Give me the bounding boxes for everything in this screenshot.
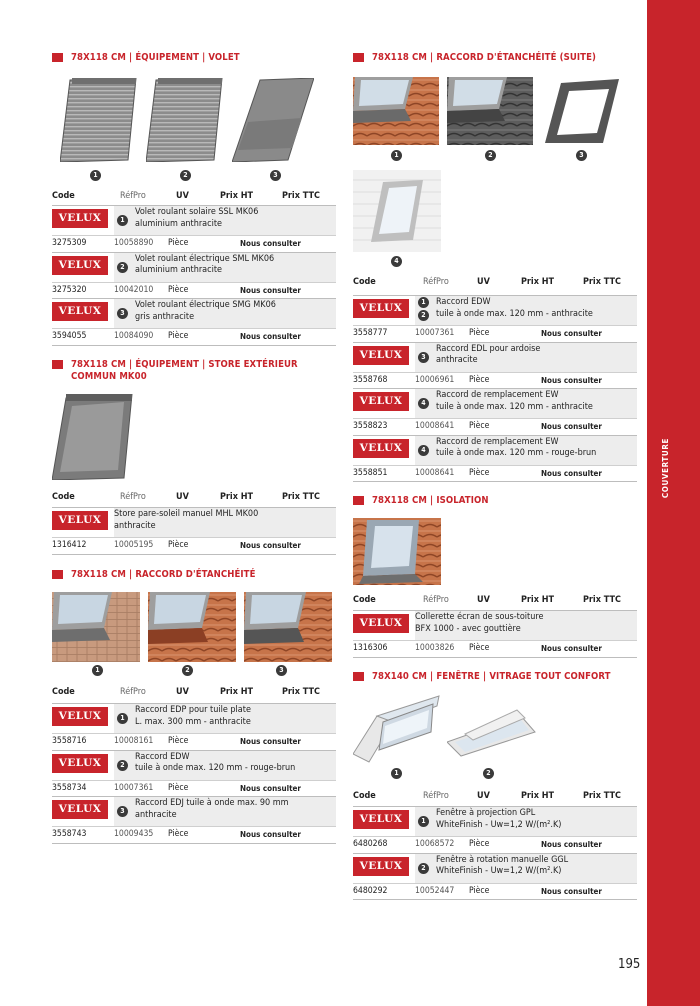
table-row — [52, 252, 336, 299]
product-refpro: 10052447 — [415, 885, 455, 896]
table-row — [52, 298, 336, 345]
image-number-1: 1 — [92, 665, 103, 676]
product-code: 3558734 — [52, 782, 87, 793]
fenetre-images — [353, 692, 537, 764]
velux-logo: VELUX — [353, 346, 409, 365]
raccord-image-1 — [52, 592, 140, 662]
product-refpro: 10009435 — [114, 829, 154, 839]
page-number: 195 — [618, 957, 641, 972]
velux-logo: VELUX — [52, 754, 108, 773]
product-description: Collerette écran de sous-toiture BFX 1000 - avec gouttière — [415, 612, 544, 634]
product-number: 1 — [418, 816, 429, 827]
table-row — [353, 388, 637, 435]
product-uv: Pièce — [469, 328, 490, 338]
volet-image-3 — [232, 78, 314, 162]
product-code: 3594055 — [52, 331, 87, 341]
product-uv: Pièce — [469, 467, 490, 478]
section-title-raccord: 78X118 CM | RACCORD D'ÉTANCHÉITÉ — [52, 569, 336, 581]
product-number: 2 — [117, 760, 128, 771]
table-row — [353, 610, 637, 657]
product-description: Raccord EDP pour tuile plate L. max. 300 mm - anthracite — [135, 705, 251, 727]
velux-logo: VELUX — [353, 299, 409, 318]
table-row — [52, 703, 336, 750]
product-number: 3 — [117, 806, 128, 817]
product-description: Raccord de remplacement EW tuile à onde max. 120 mm - anthracite — [436, 390, 593, 412]
raccord-suite-images — [353, 77, 627, 145]
product-code: 3558823 — [353, 421, 388, 431]
table-row — [353, 435, 637, 482]
product-code: 3558768 — [353, 374, 388, 385]
product-uv: Pièce — [168, 284, 189, 295]
table-row — [52, 796, 336, 843]
image-number-3: 3 — [576, 150, 587, 161]
velux-logo: VELUX — [52, 209, 108, 228]
velux-logo: VELUX — [353, 810, 409, 829]
table-header: Code RéfPro UV Prix HT Prix TTC — [353, 791, 621, 801]
isolation-table — [353, 610, 637, 658]
product-number: 4 — [418, 445, 429, 456]
section-title-volet: 78X118 CM | ÉQUIPEMENT | VOLET — [52, 52, 336, 64]
section-title-fenetre: 78X140 CM | FENÊTRE | VITRAGE TOUT CONFORT — [353, 671, 637, 683]
volet-image-1 — [60, 78, 138, 162]
product-refpro: 10007361 — [415, 328, 455, 338]
velux-logo: VELUX — [353, 392, 409, 411]
product-refpro: 10084090 — [114, 331, 154, 341]
velux-logo: VELUX — [52, 256, 108, 275]
raccord-suite-image-2 — [447, 77, 533, 145]
raccord-suite-table — [353, 295, 637, 482]
side-tab — [647, 0, 700, 1006]
product-refpro: 10008641 — [415, 467, 455, 478]
product-description: Volet roulant solaire SSL MK06 aluminium anthracite — [135, 207, 259, 229]
isolation-image — [353, 518, 441, 585]
table-row — [353, 853, 637, 900]
product-price: Nous consulter — [541, 375, 602, 385]
product-refpro: 10003826 — [415, 643, 455, 653]
table-header: Code RéfPro UV Prix HT Prix TTC — [353, 277, 621, 287]
product-description: Raccord de remplacement EW tuile à onde max. 120 mm - rouge-brun — [436, 436, 597, 458]
velux-logo: VELUX — [52, 800, 108, 819]
raccord-table — [52, 703, 336, 844]
image-number-1: 1 — [391, 150, 402, 161]
product-code: 3558777 — [353, 328, 388, 338]
product-price: Nous consulter — [240, 541, 301, 550]
raccord-suite-image-4 — [353, 170, 441, 252]
product-number: 3 — [117, 308, 128, 319]
product-uv: Pièce — [168, 782, 189, 793]
product-description: Raccord EDL pour ardoise anthracite — [436, 343, 541, 365]
product-uv: Pièce — [168, 331, 189, 341]
product-code: 3275320 — [52, 284, 87, 295]
section-title-raccord-suite: 78X118 CM | RACCORD D'ÉTANCHÉITÉ (SUITE) — [353, 52, 637, 64]
product-uv: Pièce — [168, 238, 189, 248]
image-number-2: 2 — [485, 150, 496, 161]
product-uv: Pièce — [469, 839, 490, 849]
product-price: Nous consulter — [240, 285, 301, 295]
table-header: Code RéfPro UV Prix HT Prix TTC — [52, 687, 320, 697]
product-code: 1316306 — [353, 643, 388, 653]
product-number: 4 — [418, 398, 429, 409]
product-price: Nous consulter — [541, 468, 602, 478]
volet-table — [52, 205, 336, 346]
product-description: Raccord EDJ tuile à onde max. 90 mm anthracite — [135, 798, 289, 820]
table-row — [52, 205, 336, 252]
product-uv: Pièce — [469, 421, 490, 431]
raccord-suite-image-3 — [541, 77, 627, 145]
velux-logo: VELUX — [353, 614, 409, 633]
velux-logo: VELUX — [52, 707, 108, 726]
product-number: 2 — [418, 863, 429, 874]
table-row — [52, 507, 336, 554]
side-tab-label: COUVERTURE — [661, 438, 670, 499]
raccord-image-3 — [244, 592, 332, 662]
product-description: Fenêtre à projection GPL WhiteFinish - Uw=1,2 W/(m².K) — [436, 808, 562, 830]
product-number: 1 — [117, 713, 128, 724]
table-row — [353, 342, 637, 389]
store-table — [52, 507, 336, 555]
product-price: Nous consulter — [240, 783, 301, 793]
image-number-4: 4 — [391, 256, 402, 267]
product-code: 3558716 — [52, 736, 87, 746]
section-title-store: 78X118 CM | ÉQUIPEMENT | STORE EXTÉRIEUR COMMUN MK00 — [52, 359, 302, 383]
product-refpro: 10008641 — [415, 421, 455, 431]
product-price: Nous consulter — [541, 422, 602, 431]
image-number-2: 2 — [483, 768, 494, 779]
product-price: Nous consulter — [541, 329, 602, 338]
image-number-2: 2 — [180, 170, 191, 181]
product-price: Nous consulter — [541, 840, 602, 849]
product-price: Nous consulter — [541, 644, 602, 653]
image-number-1: 1 — [391, 768, 402, 779]
store-images — [52, 394, 134, 480]
product-number: 2 — [117, 262, 128, 273]
raccord-suite-image-1 — [353, 77, 439, 145]
table-header: Code RéfPro UV Prix HT Prix TTC — [353, 595, 621, 605]
product-refpro: 10005195 — [114, 540, 154, 550]
raccord-image-2 — [148, 592, 236, 662]
product-description: Volet roulant électrique SML MK06 aluminium anthracite — [135, 253, 275, 275]
product-number: 2 — [418, 310, 429, 321]
velux-logo: VELUX — [353, 439, 409, 458]
product-code: 3558851 — [353, 467, 388, 478]
velux-logo: VELUX — [52, 511, 108, 530]
table-row — [52, 750, 336, 797]
product-uv: Pièce — [168, 829, 189, 839]
image-number-3: 3 — [270, 170, 281, 181]
product-price: Nous consulter — [240, 239, 301, 248]
product-code: 6480292 — [353, 885, 388, 896]
product-description: Store pare-soleil manuel MHL MK00 anthracite — [114, 509, 259, 531]
table-row — [353, 295, 637, 342]
fenetre-image-2 — [447, 692, 537, 764]
product-refpro: 10007361 — [114, 782, 154, 793]
image-number-3: 3 — [276, 665, 287, 676]
image-number-2: 2 — [182, 665, 193, 676]
product-refpro: 10008161 — [114, 736, 154, 746]
fenetre-image-1 — [353, 692, 443, 764]
product-number: 1 — [418, 297, 429, 308]
product-uv: Pièce — [469, 643, 490, 653]
product-refpro: 10006961 — [415, 374, 455, 385]
product-uv: Pièce — [168, 540, 189, 550]
velux-logo: VELUX — [52, 302, 108, 321]
product-code: 1316412 — [52, 540, 87, 550]
volet-images — [60, 78, 314, 162]
fenetre-table — [353, 806, 637, 900]
table-header: Code RéfPro UV Prix HT Prix TTC — [52, 191, 320, 201]
table-header: Code RéfPro UV Prix HT Prix TTC — [52, 492, 320, 502]
product-uv: Pièce — [168, 736, 189, 746]
product-description: Fenêtre à rotation manuelle GGL WhiteFinish - Uw=1,2 W/(m².K) — [436, 854, 569, 876]
product-code: 3558743 — [52, 829, 87, 839]
product-price: Nous consulter — [240, 830, 301, 839]
velux-logo: VELUX — [353, 857, 409, 876]
product-description: Raccord EDW tuile à onde max. 120 mm - anthracite — [436, 297, 593, 319]
table-row — [353, 806, 637, 853]
product-description: Volet roulant électrique SMG MK06 gris anthracite — [135, 300, 276, 322]
raccord-images — [52, 592, 332, 662]
product-refpro: 10068572 — [415, 839, 455, 849]
image-number-1: 1 — [90, 170, 101, 181]
product-price: Nous consulter — [240, 737, 301, 746]
product-description: Raccord EDW tuile à onde max. 120 mm - rouge-brun — [135, 751, 296, 773]
product-number: 3 — [418, 352, 429, 363]
product-refpro: 10058890 — [114, 238, 154, 248]
product-price: Nous consulter — [541, 886, 602, 896]
product-refpro: 10042010 — [114, 284, 154, 295]
product-uv: Pièce — [469, 374, 490, 385]
volet-image-2 — [146, 78, 224, 162]
product-price: Nous consulter — [240, 332, 301, 341]
store-image — [52, 394, 134, 480]
section-title-isolation: 78X118 CM | ISOLATION — [353, 495, 637, 507]
product-number: 1 — [117, 215, 128, 226]
product-code: 6480268 — [353, 839, 388, 849]
product-uv: Pièce — [469, 885, 490, 896]
product-code: 3275309 — [52, 238, 87, 248]
